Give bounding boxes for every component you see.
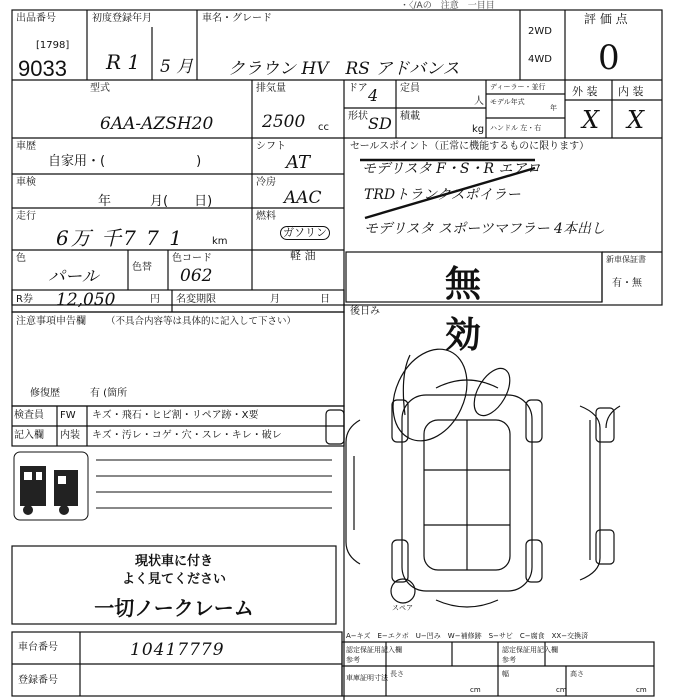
bottom-r2c: 幅 — [502, 670, 509, 678]
sales-point-2: TRDトランクスポイラー — [364, 187, 521, 203]
mileage-value: 6万 千7 7 1 — [56, 226, 184, 250]
bottom-r2d: 高さ — [570, 670, 584, 678]
repair-value: 有 (箇所 — [90, 388, 128, 399]
km-unit: km — [212, 236, 228, 247]
reg-number-label: 登録番号 — [18, 675, 58, 686]
shift-value: AT — [286, 152, 311, 173]
interior-grade: X — [627, 106, 645, 134]
fuel-light-oil: 軽 油 — [290, 249, 316, 262]
bottom-r1d: 参考 — [502, 656, 516, 664]
int-label: 内装 — [60, 430, 80, 441]
bottom-r1c: 認定保証用記入欄 — [502, 646, 558, 654]
day-label: 日 — [320, 294, 330, 305]
color-change-label: 色替 — [132, 262, 152, 273]
inspector-label-1: 検査員 — [14, 410, 44, 421]
name-change-label: 名変期限 — [176, 294, 216, 305]
mileage-label: 走行 — [16, 211, 36, 222]
bottom-unit-2: cm — [556, 686, 567, 694]
bottom-r1a: 認定保証用記入欄 — [346, 646, 402, 654]
capacity-label: 定員 — [400, 83, 420, 94]
warranty-value: 有・無 — [612, 278, 642, 289]
score-value: 0 — [598, 38, 620, 78]
shape-label: 形状 — [348, 111, 368, 122]
top-strip: ・〈/Aの 注意 一目目 — [400, 1, 495, 11]
load-label: 積載 — [400, 111, 420, 122]
color-label: 色 — [16, 253, 26, 264]
year-unit: 年 — [550, 104, 557, 112]
sales-point-1: モデリスタ F・S・R エアロ — [362, 161, 541, 177]
model-label: 型式 — [90, 83, 110, 94]
sales-point-3: モデリスタ スポーツマフラー 4本出し — [364, 221, 605, 237]
bottom-r2b: 長さ — [390, 670, 404, 678]
recycle-value: 12,050 — [56, 290, 116, 310]
damage-legend: A−キズ E−エクボ U−凹み W−補修跡 S−サビ C−腐食 XX−交換済 — [346, 632, 589, 640]
handle-label: ハンドル 左・右 — [490, 124, 542, 132]
shape-value: SD — [368, 114, 392, 133]
bottom-r2a: 車庫証明寸法 — [346, 674, 388, 682]
fw-text: キズ・飛石・ヒビ割・リペア跡・X要 — [92, 410, 259, 421]
spare-label: スペア — [392, 604, 413, 612]
model-code: 6AA-AZSH20 — [100, 114, 214, 134]
disclaimer-line-1: 現状車に付き — [134, 554, 213, 569]
lot-label: 出品番号 — [16, 13, 56, 24]
doors-label: ドア — [348, 83, 368, 94]
void-stamp: 無 効 — [444, 264, 598, 356]
shaken-value: 年 月( 日) — [98, 194, 213, 209]
shift-label: シフト — [256, 141, 286, 152]
displacement-value: 2500 — [262, 112, 306, 132]
yen-unit: 円 — [150, 294, 160, 305]
color-value: パール — [48, 267, 99, 287]
rear-label: 後日み — [350, 306, 380, 317]
car-name: クラウン HV RS アドバンス — [228, 59, 460, 79]
first-reg-era: R 1 — [106, 50, 141, 74]
score-label: 評 価 点 — [584, 12, 628, 26]
fuel-label: 燃料 — [256, 211, 276, 222]
chassis-value: 10417779 — [130, 640, 225, 660]
doors-value: 4 — [368, 86, 379, 105]
load-unit: kg — [472, 124, 485, 135]
color-code-value: 062 — [180, 266, 213, 286]
bottom-r1b: 参考 — [346, 656, 360, 664]
interior-label: 内 装 — [618, 85, 644, 98]
capacity-unit: 人 — [474, 96, 484, 107]
month-label: 月 — [270, 294, 280, 305]
exterior-grade: X — [582, 106, 600, 134]
notes-hint: （不具合内容等は具体的に記入して下さい） — [106, 316, 297, 327]
sales-points-label: セールスポイント（正常に機能するものに限ります） — [350, 141, 590, 152]
fw-label: FW — [60, 410, 76, 421]
disclaimer-line-2: よく見てください — [121, 572, 226, 587]
repair-label: 修復歴 — [30, 388, 60, 399]
aircon-value: AAC — [284, 188, 322, 208]
recycle-label: R券 — [16, 294, 33, 305]
exterior-label: 外 装 — [572, 85, 598, 98]
first-reg-month: 5 月 — [160, 57, 194, 77]
use-value: 自家用・( ) — [48, 154, 202, 169]
bottom-unit-3: cm — [636, 686, 647, 694]
color-code-label: 色コード — [172, 253, 212, 264]
lot-number: 9033 — [18, 56, 67, 81]
use-label: 車歴 — [16, 141, 36, 152]
inspector-label-2: 記入欄 — [14, 430, 44, 441]
carname-label: 車名・グレード — [202, 13, 272, 24]
fuel-gasoline: ガソリン — [280, 226, 330, 240]
int-text: キズ・汚レ・コゲ・穴・スレ・キレ・破レ — [92, 430, 282, 441]
drive-2wd: 2WD — [528, 26, 552, 37]
warranty-label: 新車保証書 — [606, 255, 646, 264]
disclaimer-line-3: 一切ノークレーム — [94, 596, 254, 620]
model-year-label: モデル年式 — [490, 98, 525, 106]
notes-label: 注意事項申告欄 — [16, 316, 86, 327]
drive-4wd: 4WD — [528, 54, 552, 65]
dealer-label: ディーラー・並行 — [490, 83, 546, 91]
aircon-label: 冷房 — [256, 177, 276, 188]
cc-unit: cc — [318, 122, 329, 133]
lot-code: [1798] — [36, 40, 70, 51]
bottom-unit-1: cm — [470, 686, 481, 694]
chassis-label: 車台番号 — [18, 642, 58, 653]
first-reg-label: 初度登録年月 — [92, 13, 152, 24]
displacement-label: 排気量 — [256, 83, 286, 94]
shaken-label: 車検 — [16, 177, 36, 188]
